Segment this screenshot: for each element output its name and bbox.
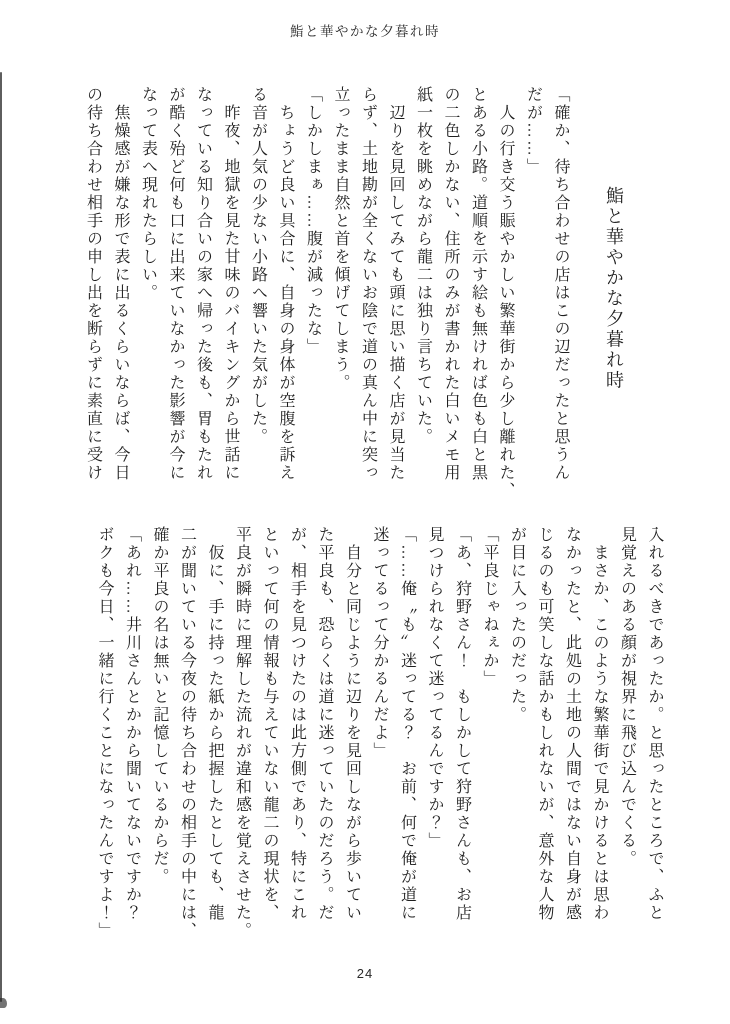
text-column: 人の行き交う賑やかしい繁華街から少し離れた、 (497, 86, 514, 500)
text-column: 見覚えのある顔が視界に飛び込んでくる。 (618, 526, 636, 868)
text-column: 紙一枚を眺めながら龍二は独り言ちていた。 (414, 86, 432, 446)
text-column: が酷く殆ど何も口に出来ていなかった影響が今に (167, 86, 184, 482)
text-column: ボクも今日、一緒に行くことになったんですよ！」 (96, 526, 113, 940)
text-column: 「あれ……井川さんとかから聞いてないですか？ (123, 526, 141, 922)
text-column: じるのも可笑しな話かもしれないが、意外な人物 (536, 526, 553, 922)
text-column: ちょうど良い具合に、自身の身体が空腹を訴え (277, 86, 294, 482)
text-column: といって何の情報も与えていない龍二の現状を、 (261, 526, 278, 922)
text-column: 迷ってるって分かるんだよ」 (371, 526, 388, 760)
text-column: 自分と同じように辺りを見回しながら歩いてい (343, 526, 361, 922)
text-column: 確か平良の名は無いと記憶しているからだ。 (151, 526, 168, 886)
text-column: なかったと、此処の土地の人間ではない自身が感 (563, 526, 581, 922)
scan-artifact-line (0, 72, 2, 1002)
text-column: 「平良じゃねぇか」 (481, 526, 498, 688)
text-column: た平良も、恐らくは道に迷っていたのだろう。だ (316, 526, 333, 922)
text-column: 昨夜、地獄を見た甘味のバイキングから世話に (222, 86, 239, 482)
text-column: 「確か、待ち合わせの店はこの辺だったと思うん (552, 86, 569, 482)
text-column: 焦燥感が嫌な形で表に出るくらいならば、今日 (112, 86, 129, 482)
text-column: なって表へ現れたらしい。 (139, 86, 157, 302)
text-column: だが……」 (524, 86, 542, 176)
text-column: 平良が瞬時に理解した流れが違和感を覚えさせた。 (233, 526, 251, 940)
text-column: らず、土地勘が全くないお陰で道の真ん中に突っ (359, 86, 377, 482)
text-column: なっている知り合いの家へ帰った後も、胃もたれ (194, 86, 212, 482)
running-header: 鮨と華やかな夕暮れ時 (290, 24, 440, 39)
text-column: 立ったまま自然と首を傾げてしまう。 (332, 86, 349, 392)
text-column: の待ち合わせ相手の申し出を断らずに素直に受け (84, 86, 102, 482)
text-column: が目に入ったのだった。 (508, 526, 526, 724)
text-column: 二が聞いている今夜の待ち合わせの相手の中には、 (178, 526, 196, 940)
bottom-text-block (91, 526, 669, 950)
text-column: 辺りを見回してみても頭に思い描く店が見当た (387, 86, 404, 482)
scan-artifact-mark (0, 998, 7, 1008)
text-column: 「あ、狩野さん！ もしかして狩野さんも、お店 (453, 526, 471, 922)
text-column: 「……俺〝も〟迷ってる？ お前、何で俺が道に (398, 526, 416, 922)
text-column: が、相手を見つけたのは此方側であり、特にこれ (288, 526, 306, 922)
page-number: 24 (356, 966, 374, 981)
top-text-block (79, 86, 628, 500)
text-column: 入れるべきであったか。と思ったところで、ふと (646, 526, 663, 922)
text-column: 見つけられなくて迷ってるんですか？」 (426, 526, 443, 850)
text-column: とある小路。道順を示す絵も無ければ色も白と黒 (469, 86, 487, 482)
text-column: 仮に、手に持った紙から把握したとしても、龍 (206, 526, 223, 922)
text-column: まさか、このような繁華街で見かけるとは思わ (591, 526, 608, 922)
text-column: の二色しかない、住所のみが書かれた白いメモ用 (442, 86, 459, 482)
text-column: る音が人気の少ない小路へ響いた気がした。 (249, 86, 267, 446)
text-column: 「しかしまぁ……腹が減ったな」 (304, 86, 322, 356)
story-title: 鮨と華やかな夕暮れ時 (604, 186, 624, 391)
